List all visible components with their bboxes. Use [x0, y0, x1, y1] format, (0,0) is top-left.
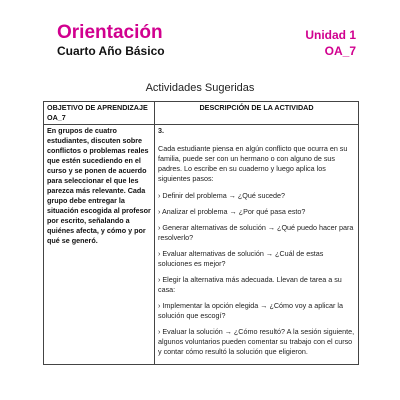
- grade-subtitle: Cuarto Año Básico: [57, 44, 165, 58]
- activity-number: 3.: [158, 126, 164, 135]
- objective-cell: En grupos de cuatro estudiantes, discuten sobre conflictos o problemas reales que estén sucediendo en el curso y se ponen de acuerdo para seleccionar el que les parezca más relevante. Cada grupo debe entregar la situación escogida al profesor por escrito, señalando a quiénes afecta, y cómo y por qué se generó.: [44, 125, 155, 365]
- page-title: Orientación: [57, 22, 163, 43]
- step-item: › Elegir la alternativa más adecuada. Llevan de tarea a su casa:: [158, 275, 342, 294]
- unit-number: Unidad 1: [305, 28, 356, 42]
- table-header-row: [44, 102, 359, 125]
- description-column-header: DESCRIPCIÓN DE LA ACTIVIDAD: [155, 102, 359, 125]
- unit-label: [305, 27, 356, 59]
- activity-intro: Cada estudiante piensa en algún conflicto que ocurra en su familia, puede ser con un hermano o con alguno de sus padres. Lo escribe en su cuaderno y luego aplica los siguientes pasos:: [158, 144, 348, 183]
- step-item: › Evaluar la solución → ¿Cómo resultó? A la sesión siguiente, algunos voluntarios pueden comentar su trabajo con el curso y contar cómo resultó la solución que eligieron.: [158, 327, 355, 356]
- step-item: › Implementar la opción elegida → ¿Cómo voy a aplicar la solución que escogí?: [158, 301, 343, 320]
- table-row: [44, 125, 359, 365]
- objective-column-header: OBJETIVO DE APRENDIZAJE OA_7: [44, 102, 155, 125]
- oa-code: OA_7: [324, 44, 356, 58]
- step-item: › Definir del problema → ¿Qué sucede?: [158, 191, 286, 200]
- step-item: › Analizar el problema → ¿Por qué pasa esto?: [158, 207, 306, 216]
- step-item: › Generar alternativas de solución → ¿Qué puedo hacer para resolverlo?: [158, 223, 354, 242]
- description-cell: [155, 125, 359, 365]
- section-title: Actividades Sugeridas: [145, 82, 255, 94]
- step-item: › Evaluar alternativas de solución → ¿Cuál de estas soluciones es mejor?: [158, 249, 324, 268]
- activities-table: [43, 101, 359, 365]
